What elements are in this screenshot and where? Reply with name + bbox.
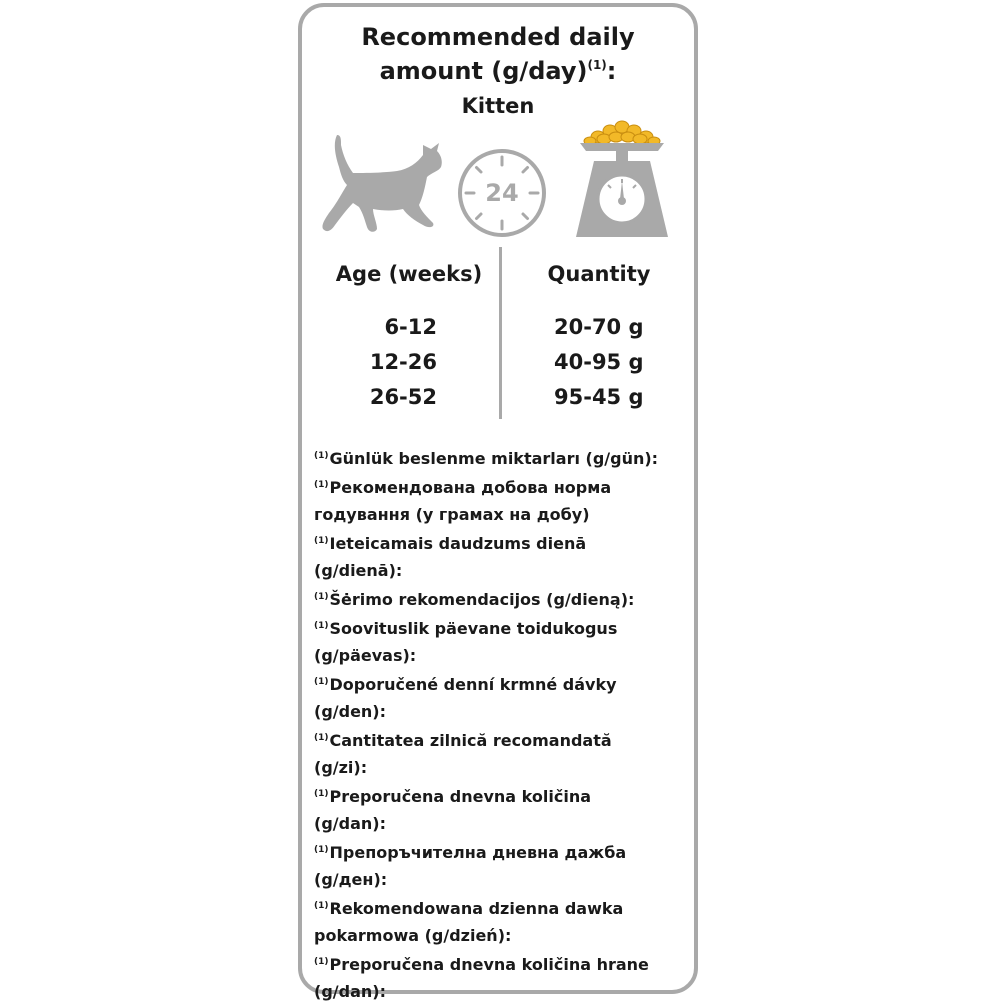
note-line: Ieteicamais daudzums dienā [329,534,587,553]
note-sr [314,949,690,1005]
note-line: Preporučena dnevna količina [329,787,591,806]
note-line: (g/ден): [314,870,388,889]
note-tr [314,443,690,472]
title-line-2 [302,51,694,85]
note-line: Препоръчителна дневна дажба [329,843,627,862]
note-line: Günlük beslenme miktarları (g/gün): [329,449,659,468]
note-bg [314,837,690,893]
clock-label: 24 [485,179,519,207]
footnote-marker: (1) [314,677,329,687]
footnote-marker: (1) [314,536,329,546]
note-cs [314,669,690,725]
footnote-marker: (1) [314,845,329,855]
feeding-guide-title [302,23,694,85]
note-lt [314,584,690,613]
note-hr [314,781,690,837]
feeding-table [302,313,694,418]
age-cell: 26-52 [369,385,437,409]
quantity-cell: 20-70 g [554,315,644,339]
kitchen-scale-icon [574,117,670,241]
note-uk [314,472,690,528]
cat-icon [319,133,445,237]
note-et [314,613,690,669]
footnote-marker: (1) [314,480,329,490]
footnote-marker: (1) [587,58,607,72]
footnote-marker: (1) [314,592,329,602]
title-line-1: Recommended daily [361,23,635,51]
quantity-cell: 40-95 g [554,350,644,374]
quantity-column-header: Quantity [547,262,651,286]
translation-notes [314,443,690,1005]
note-line: Rekomendowana dzienna dawka [329,899,624,918]
note-line: (g/den): [314,702,387,721]
note-pl [314,893,690,949]
note-line: Doporučené denní krmné dávky [329,675,617,694]
note-line: Šėrimo rekomendacijos (g/dieną): [329,590,635,609]
quantity-cell: 95-45 g [554,385,644,409]
footnote-marker: (1) [314,733,329,743]
note-line: (g/päevas): [314,646,417,665]
table-row [302,348,694,383]
age-column-header: Age (weeks) [335,262,483,286]
note-line: годування (у грамах на добу) [314,505,590,524]
footnote-marker: (1) [314,789,329,799]
footnote-marker: (1) [314,451,329,461]
footnote-marker: (1) [314,957,329,967]
note-line: (g/zi): [314,758,368,777]
feeding-guide-card [298,3,698,1001]
note-ro [314,725,690,781]
note-line: Рекомендована добова норма [329,478,612,497]
note-line: Preporučena dnevna količina hrane [329,955,649,974]
age-cell: 6-12 [384,315,437,339]
table-row [302,313,694,348]
footnote-marker: (1) [314,901,329,911]
kitten-subtitle: Kitten [461,94,535,118]
title-text: amount (g/day) [379,57,588,85]
table-row [302,383,694,418]
age-cell: 12-26 [369,350,437,374]
note-line: (g/dienā): [314,561,403,580]
note-line: pokarmowa (g/dzień): [314,926,512,945]
note-line: (g/dan): [314,814,386,833]
title-colon: : [606,57,617,85]
note-line: Cantitatea zilnică recomandată [329,731,612,750]
note-line: Soovituslik päevane toidukogus [329,619,618,638]
note-lv [314,528,690,584]
note-line: (g/dan): [314,982,386,1001]
footnote-marker: (1) [314,621,329,631]
